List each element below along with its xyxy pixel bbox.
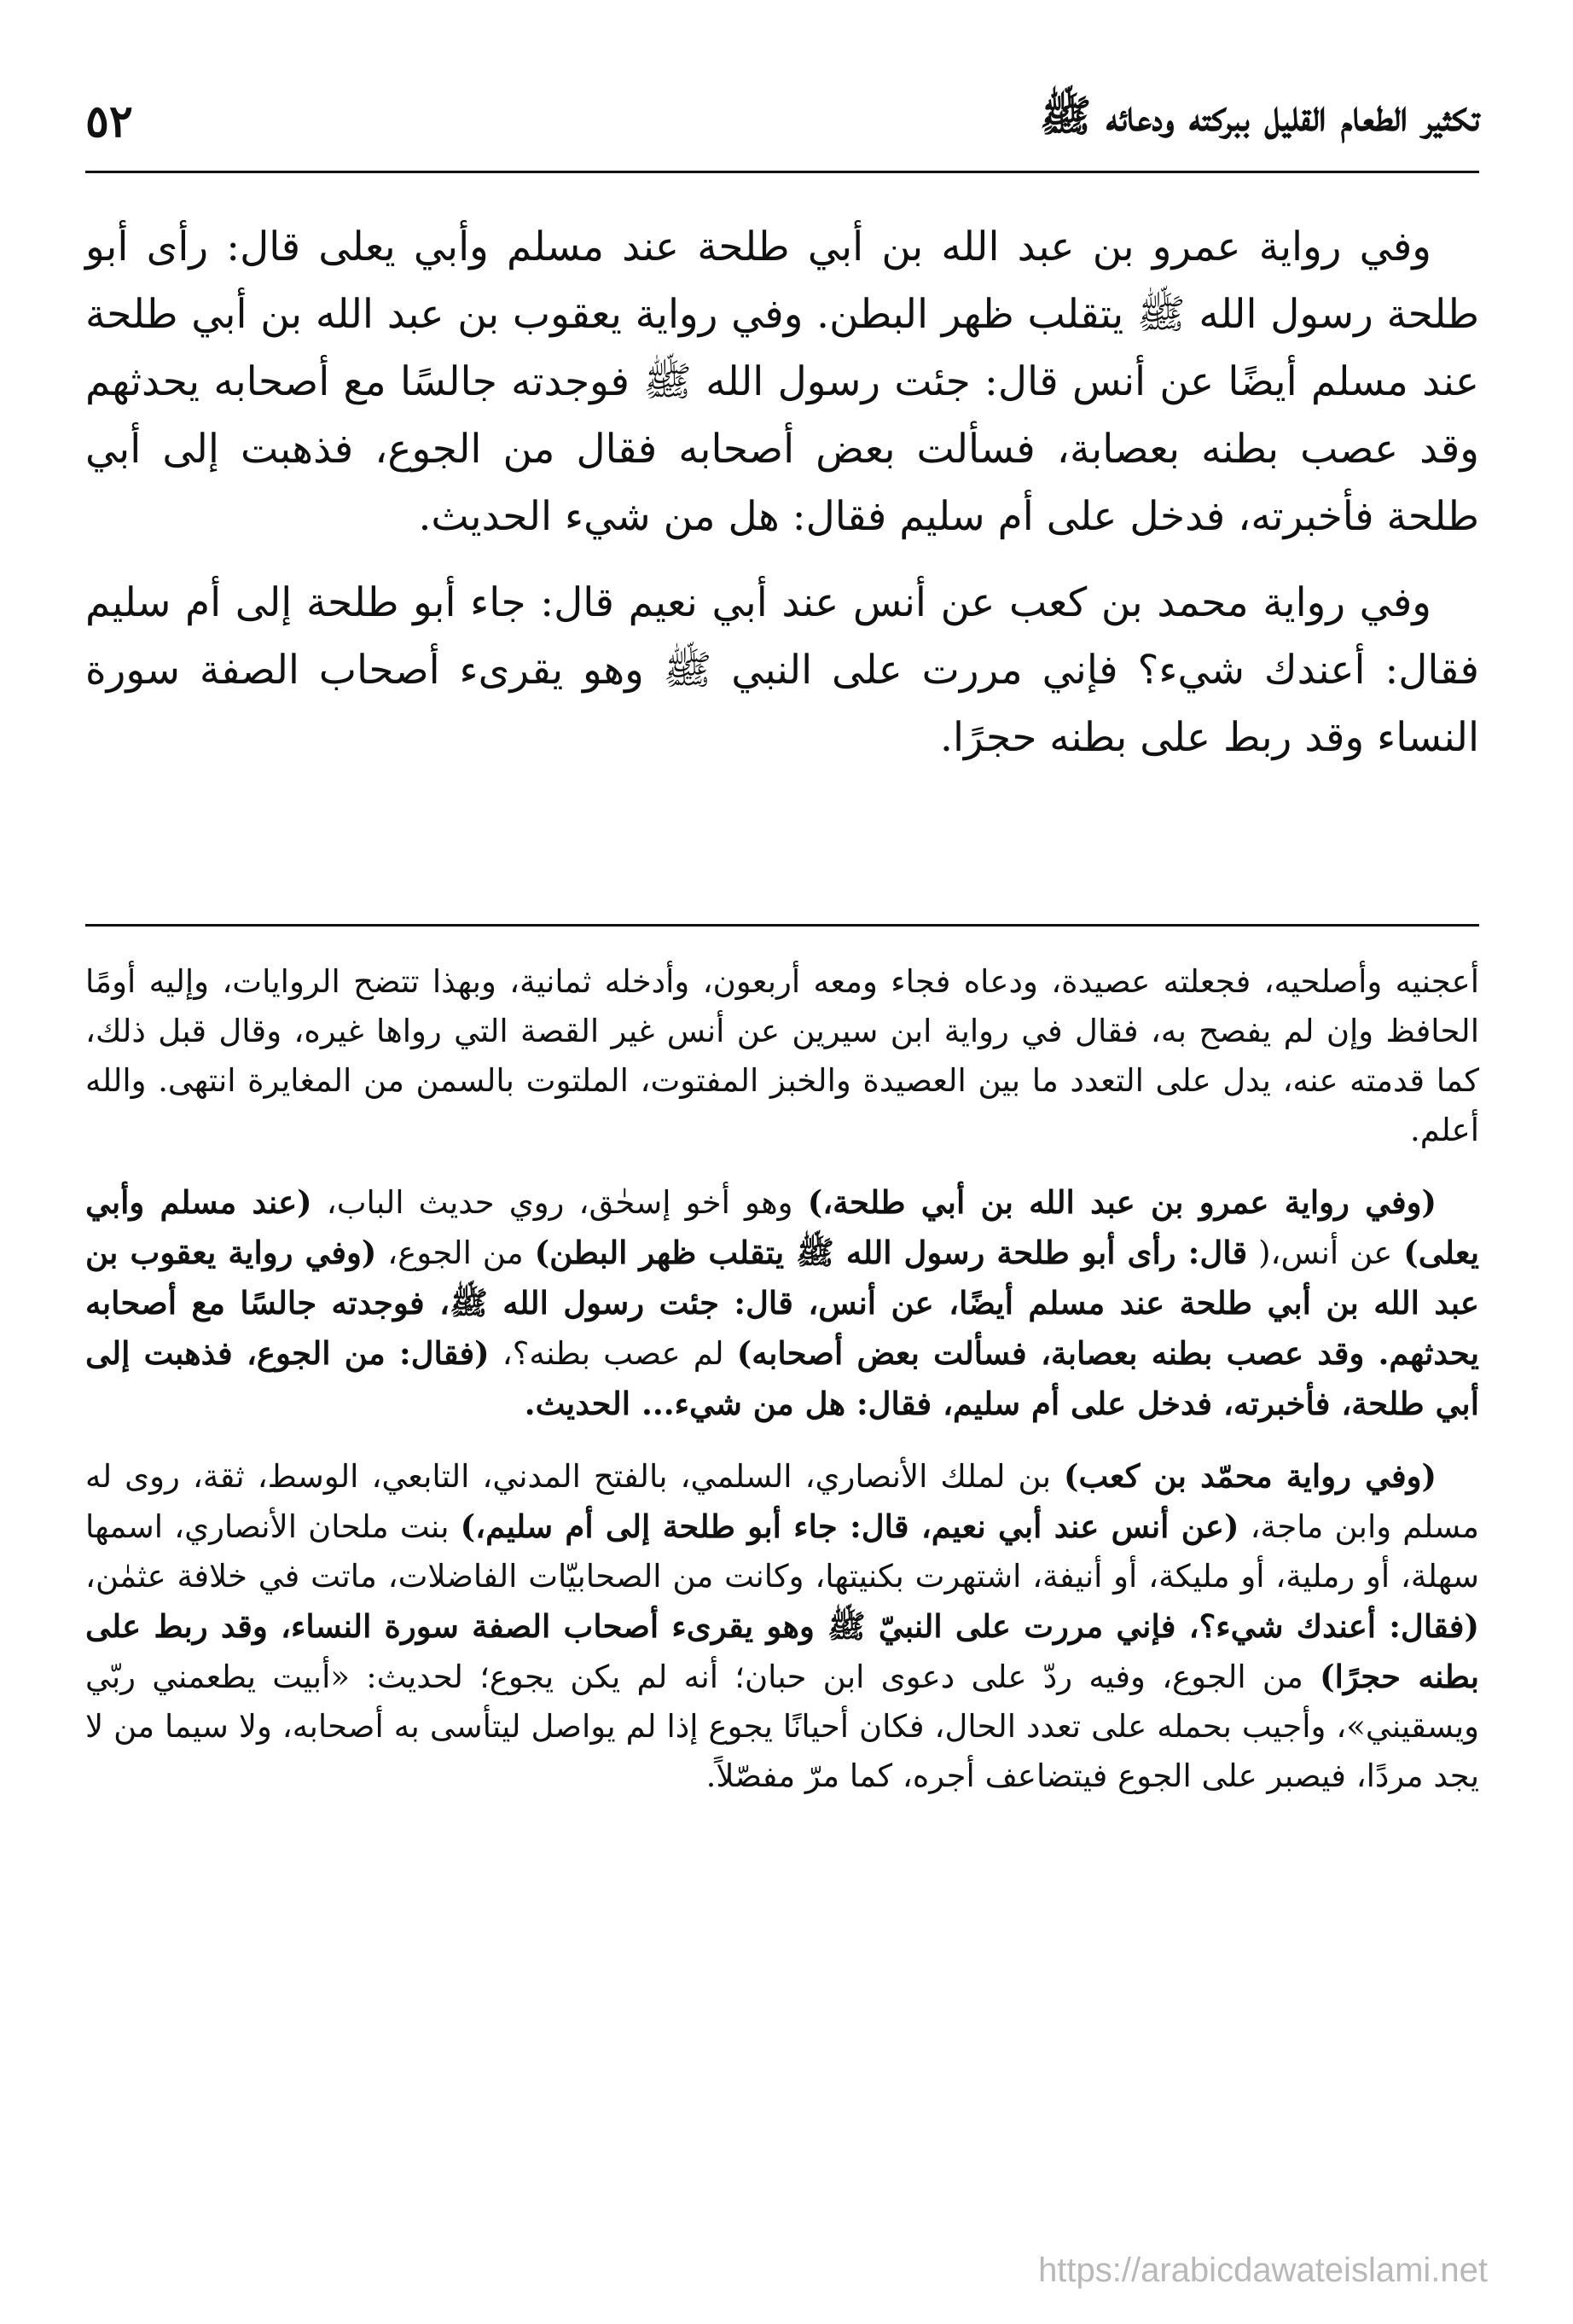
quoted-text: (فقال: من الجوع، فذهبت إلى أبي طلحة، فأخبرته، فدخل على أم سليم، فقال: هل من شيء... الحديث.	[85, 1334, 1479, 1422]
commentary-text: لم عصب بطنه؟،	[489, 1335, 737, 1372]
commentary-text: وهو أخو إسحٰق، روي حديث الباب،	[311, 1184, 808, 1221]
page-number: ٥٢	[85, 95, 133, 148]
main-paragraph: وفي رواية محمد بن كعب عن أنس عند أبي نعيم قال: جاء أبو طلحة إلى أم سليم فقال: أعندك شيء؟ فإني مررت على النبي ﷺ وهو يقرىء أصحاب الصفة سورة النساء وقد ربط على بطنه حجرًا.	[85, 579, 1479, 761]
quoted-text: (وفي رواية يعقوب بن عبد الله بن أبي طلحة عند مسلم أيضًا، عن أنس، قال: جئت رسول الله ﷺ، فوجدته جالسًا مع أصحابه يحدثهم. وقد عصب بطنه بعصابة، فسألت بعض أصحابه)	[85, 1234, 1479, 1372]
footnote-divider	[85, 924, 1479, 927]
commentary-text: بن لملك الأنصاري، السلمي، بالفتح المدني، التابعي، الوسط، ثقة، روى له مسلم وابن ماجة،	[85, 1458, 1479, 1545]
main-text	[85, 213, 1479, 790]
quoted-text: (وفي رواية عمرو بن عبد الله بن أبي طلحة،)	[807, 1183, 1437, 1221]
commentary-text: بنت ملحان الأنصاري، اسمها سهلة، أو رملية، أو مليكة، أو أنيفة، اشتهرت بكنيتها، وكانت من الصحابيّات الفاضلات، ماتت في خلافة عثمٰن،	[85, 1508, 1479, 1595]
running-header	[85, 82, 1479, 160]
quoted-text: (عن أنس عند أبي نعيم، قال: جاء أبو طلحة إلى أم سليم،)	[460, 1508, 1239, 1545]
quoted-text: (عند مسلم وأبي يعلى)	[85, 1183, 1480, 1271]
commentary-text: من الجوع، وفيه ردّ على دعوى ابن حبان؛ أنه لم يكن يجوع؛ لحديث: «أبيت يطعمني ربّي ويسقيني»، وأجيب بحمله على تعدد الحال، فكان أحيانًا يجوع إذا لم يواصل ليتأسى به أصحابه، ولا سيما من لا يجد مردًا، فيصبر على الجوع فيتضاعف أجره، كما مرّ مفصّلاً.	[85, 1659, 1479, 1794]
commentary-text: من الجوع،	[376, 1235, 535, 1271]
commentary-paragraph	[85, 1177, 1479, 1429]
quoted-text: قال: رأى أبو طلحة رسول الله ﷺ يتقلب ظهر البطن)	[534, 1234, 1248, 1271]
header-divider	[85, 171, 1479, 173]
main-paragraph: وفي رواية عمرو بن عبد الله بن أبي طلحة عند مسلم وأبي يعلى قال: رأى أبو طلحة رسول الله ﷺ يتقلب ظهر البطن. وفي رواية يعقوب بن عبد الله بن أبي طلحة عند مسلم أيضًا عن أنس قال: جئت رسول الله ﷺ فوجدته جالسًا مع أصحابه يحدثهم وقد عصب بطنه بعصابة، فسألت بعض أصحابه فقال من الجوع، فذهبت إلى أبي طلحة فأخبرته، فدخل على أم سليم فقال: هل من شيء الحديث.	[85, 224, 1479, 540]
commentary-section	[85, 957, 1479, 1823]
commentary-paragraph	[85, 1451, 1479, 1801]
commentary-paragraph: أعجنيه وأصلحيه، فجعلته عصيدة، ودعاه فجاء ومعه أربعون، وأدخله ثمانية، وبهذا تتضح الروايات، وإليه أومًا الحافظ وإن لم يفصح به، فقال في رواية ابن سيرين عن أنس غير القصة التي رواها غيره، وقال قبل ذلك، كما قدمته عنه، يدل على التعدد ما بين العصيدة والخبز المفتوت، الملتوت بالسمن من المغايرة انتهى. والله أعلم.	[85, 963, 1479, 1148]
watermark-url: https://arabicdawateislami.net	[1038, 2251, 1488, 2289]
quoted-text: (وفي رواية محمّد بن كعب)	[1064, 1457, 1437, 1495]
running-title: تكثير الطعام القليل ببركته ودعائه ﷺ	[1039, 90, 1479, 141]
commentary-text: عن أنس،(	[1247, 1235, 1404, 1271]
quoted-text: (فقال: أعندك شيء؟، فإني مررت على النبيّ ﷺ وهو يقرىء أصحاب الصفة سورة النساء، وقد ربط على بطنه حجرًا)	[85, 1607, 1479, 1695]
